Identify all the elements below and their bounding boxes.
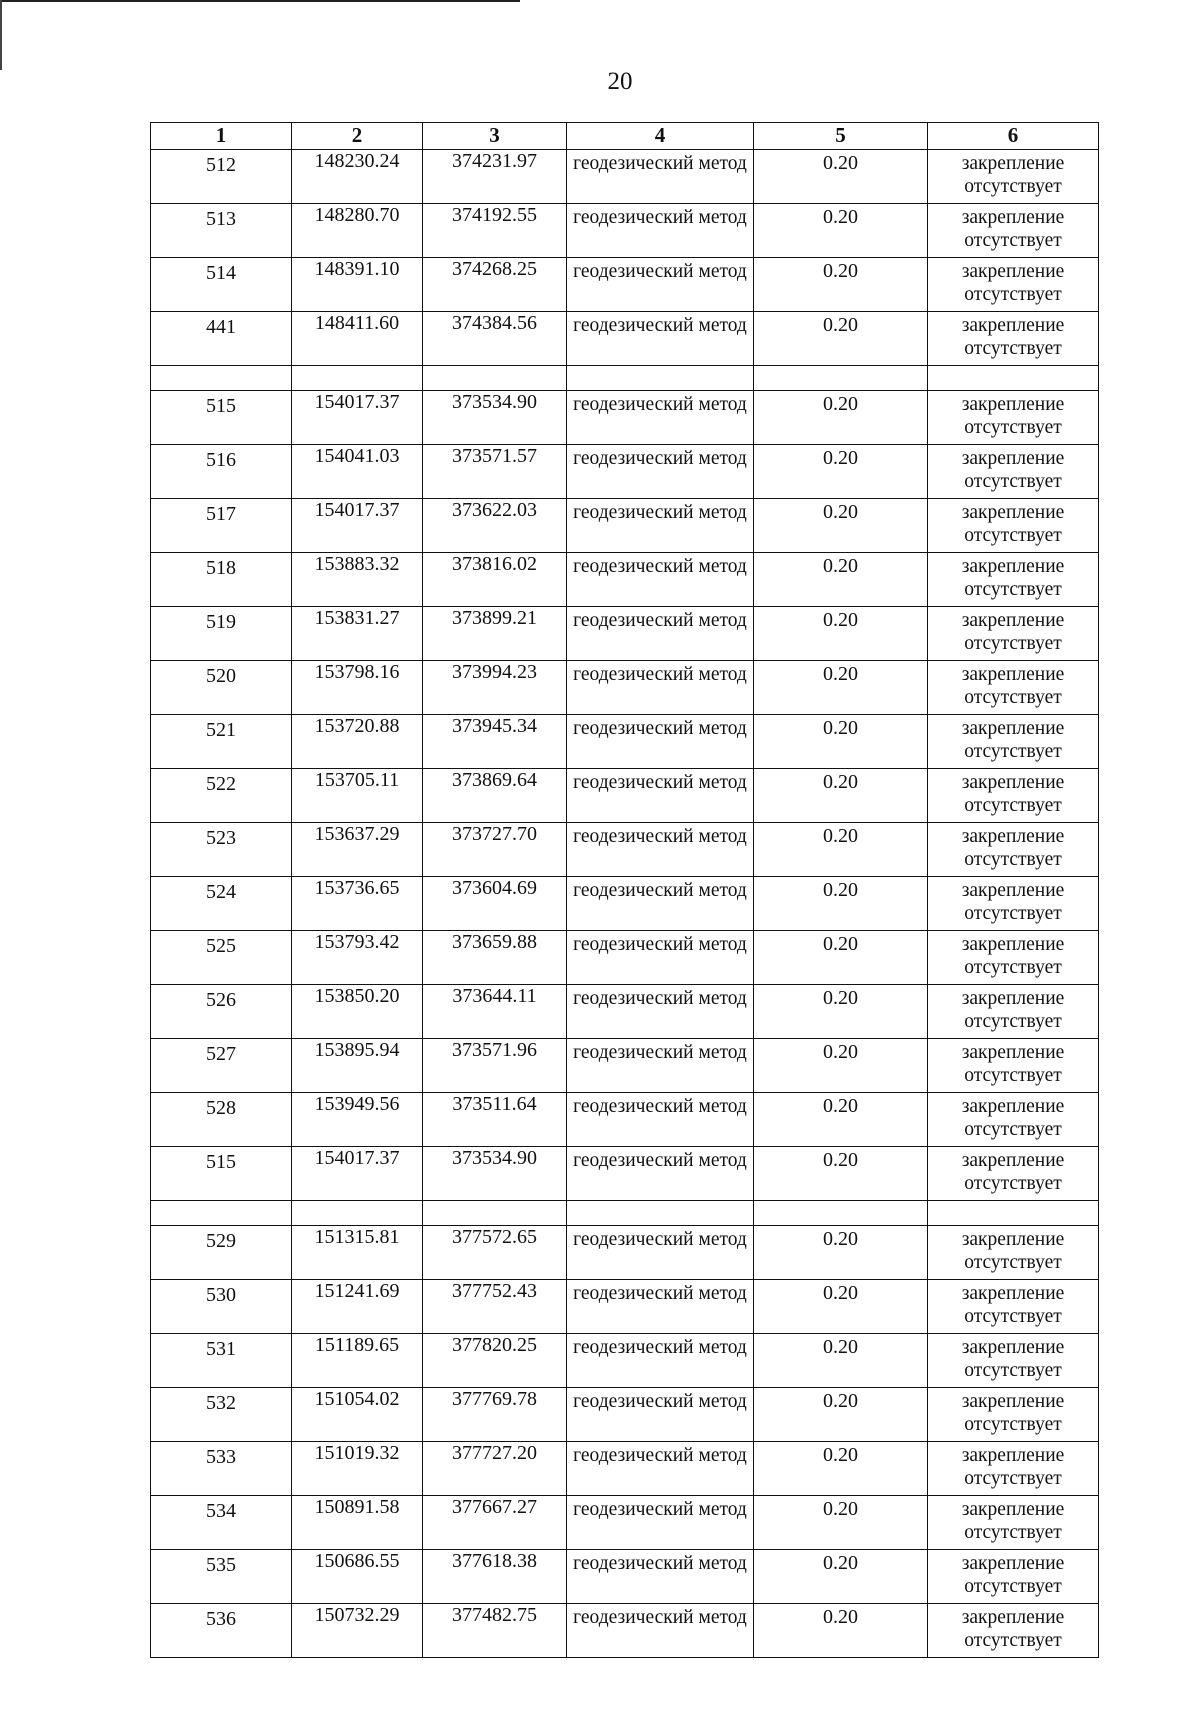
coord-x: 148411.60: [292, 312, 423, 366]
point-number: 517: [151, 499, 292, 553]
fixing-cell: закрепление отсутствует: [928, 1496, 1099, 1550]
spacer-cell: [928, 1201, 1099, 1226]
method-cell: геодезический метод: [567, 204, 754, 258]
accuracy-cell: 0.20: [754, 204, 928, 258]
method-cell: геодезический метод: [567, 1604, 754, 1658]
coord-y: 373534.90: [423, 1147, 567, 1201]
coord-y: 377727.20: [423, 1442, 567, 1496]
accuracy-cell: 0.20: [754, 1388, 928, 1442]
accuracy-cell: 0.20: [754, 1093, 928, 1147]
accuracy-cell: 0.20: [754, 312, 928, 366]
coord-x: 154017.37: [292, 499, 423, 553]
coord-x: 153949.56: [292, 1093, 423, 1147]
coord-x: 153793.42: [292, 931, 423, 985]
accuracy-cell: 0.20: [754, 1147, 928, 1201]
header-col-4: 4: [567, 123, 754, 150]
fixing-cell: закрепление отсутствует: [928, 1280, 1099, 1334]
table-row: [151, 1280, 1099, 1334]
table-row: [151, 445, 1099, 499]
fixing-cell: закрепление отсутствует: [928, 1442, 1099, 1496]
method-cell: геодезический метод: [567, 715, 754, 769]
accuracy-cell: 0.20: [754, 258, 928, 312]
coord-y: 377618.38: [423, 1550, 567, 1604]
point-number: 535: [151, 1550, 292, 1604]
table-row: [151, 1550, 1099, 1604]
fixing-cell: закрепление отсутствует: [928, 1388, 1099, 1442]
method-cell: геодезический метод: [567, 661, 754, 715]
point-number: 515: [151, 391, 292, 445]
accuracy-cell: 0.20: [754, 150, 928, 204]
table-row: [151, 1147, 1099, 1201]
method-cell: геодезический метод: [567, 1280, 754, 1334]
coord-y: 374192.55: [423, 204, 567, 258]
coord-x: 154017.37: [292, 1147, 423, 1201]
fixing-cell: закрепление отсутствует: [928, 661, 1099, 715]
method-cell: геодезический метод: [567, 877, 754, 931]
coord-y: 377667.27: [423, 1496, 567, 1550]
coord-x: 153705.11: [292, 769, 423, 823]
spacer-row: [151, 366, 1099, 391]
coord-x: 153895.94: [292, 1039, 423, 1093]
point-number: 514: [151, 258, 292, 312]
fixing-cell: закрепление отсутствует: [928, 1039, 1099, 1093]
accuracy-cell: 0.20: [754, 499, 928, 553]
point-number: 531: [151, 1334, 292, 1388]
table-row: [151, 661, 1099, 715]
fixing-cell: закрепление отсутствует: [928, 445, 1099, 499]
header-row: [151, 123, 1099, 150]
header-col-5: 5: [754, 123, 928, 150]
table-row: [151, 553, 1099, 607]
accuracy-cell: 0.20: [754, 931, 928, 985]
fixing-cell: закрепление отсутствует: [928, 931, 1099, 985]
table-row: [151, 1334, 1099, 1388]
spacer-row: [151, 1201, 1099, 1226]
method-cell: геодезический метод: [567, 607, 754, 661]
table-row: [151, 258, 1099, 312]
fixing-cell: закрепление отсутствует: [928, 1550, 1099, 1604]
point-number: 529: [151, 1226, 292, 1280]
header-col-3: 3: [423, 123, 567, 150]
fixing-cell: закрепление отсутствует: [928, 391, 1099, 445]
accuracy-cell: 0.20: [754, 1226, 928, 1280]
spacer-cell: [423, 1201, 567, 1226]
coord-y: 373604.69: [423, 877, 567, 931]
coord-y: 373644.11: [423, 985, 567, 1039]
fixing-cell: закрепление отсутствует: [928, 150, 1099, 204]
spacer-cell: [151, 366, 292, 391]
method-cell: геодезический метод: [567, 1496, 754, 1550]
coord-y: 373727.70: [423, 823, 567, 877]
method-cell: геодезический метод: [567, 499, 754, 553]
point-number: 512: [151, 150, 292, 204]
table-body: [151, 150, 1099, 1658]
coord-x: 150891.58: [292, 1496, 423, 1550]
spacer-cell: [754, 1201, 928, 1226]
header-col-2: 2: [292, 123, 423, 150]
method-cell: геодезический метод: [567, 1039, 754, 1093]
coord-x: 151054.02: [292, 1388, 423, 1442]
coord-x: 151241.69: [292, 1280, 423, 1334]
method-cell: геодезический метод: [567, 1093, 754, 1147]
coord-y: 373571.96: [423, 1039, 567, 1093]
coord-y: 373659.88: [423, 931, 567, 985]
coord-x: 150686.55: [292, 1550, 423, 1604]
fixing-cell: закрепление отсутствует: [928, 204, 1099, 258]
coord-x: 154041.03: [292, 445, 423, 499]
point-number: 526: [151, 985, 292, 1039]
table-row: [151, 391, 1099, 445]
page-number: 20: [607, 68, 633, 95]
fixing-cell: закрепление отсутствует: [928, 877, 1099, 931]
coord-x: 153831.27: [292, 607, 423, 661]
coord-y: 377769.78: [423, 1388, 567, 1442]
method-cell: геодезический метод: [567, 553, 754, 607]
coord-x: 153850.20: [292, 985, 423, 1039]
coord-x: 151189.65: [292, 1334, 423, 1388]
point-number: 513: [151, 204, 292, 258]
table-row: [151, 1442, 1099, 1496]
coord-y: 377752.43: [423, 1280, 567, 1334]
fixing-cell: закрепление отсутствует: [928, 769, 1099, 823]
method-cell: геодезический метод: [567, 1388, 754, 1442]
method-cell: геодезический метод: [567, 823, 754, 877]
method-cell: геодезический метод: [567, 769, 754, 823]
point-number: 530: [151, 1280, 292, 1334]
coord-x: 153798.16: [292, 661, 423, 715]
point-number: 441: [151, 312, 292, 366]
accuracy-cell: 0.20: [754, 1496, 928, 1550]
point-number: 532: [151, 1388, 292, 1442]
table-row: [151, 607, 1099, 661]
coord-y: 374231.97: [423, 150, 567, 204]
coord-x: 148230.24: [292, 150, 423, 204]
fixing-cell: закрепление отсутствует: [928, 1147, 1099, 1201]
coord-y: 373869.64: [423, 769, 567, 823]
coord-y: 374268.25: [423, 258, 567, 312]
table-row: [151, 1604, 1099, 1658]
table-row: [151, 1039, 1099, 1093]
coord-y: 374384.56: [423, 312, 567, 366]
spacer-cell: [292, 1201, 423, 1226]
fixing-cell: закрепление отсутствует: [928, 1226, 1099, 1280]
accuracy-cell: 0.20: [754, 445, 928, 499]
accuracy-cell: 0.20: [754, 553, 928, 607]
coord-x: 150732.29: [292, 1604, 423, 1658]
coord-y: 377482.75: [423, 1604, 567, 1658]
accuracy-cell: 0.20: [754, 715, 928, 769]
method-cell: геодезический метод: [567, 931, 754, 985]
coord-x: 151019.32: [292, 1442, 423, 1496]
point-number: 520: [151, 661, 292, 715]
fixing-cell: закрепление отсутствует: [928, 553, 1099, 607]
header-col-6: 6: [928, 123, 1099, 150]
coord-x: 154017.37: [292, 391, 423, 445]
point-number: 536: [151, 1604, 292, 1658]
coord-y: 377572.65: [423, 1226, 567, 1280]
accuracy-cell: 0.20: [754, 1280, 928, 1334]
table-row: [151, 1093, 1099, 1147]
coord-x: 153637.29: [292, 823, 423, 877]
table-row: [151, 931, 1099, 985]
accuracy-cell: 0.20: [754, 877, 928, 931]
coord-x: 153720.88: [292, 715, 423, 769]
method-cell: геодезический метод: [567, 1442, 754, 1496]
fixing-cell: закрепление отсутствует: [928, 607, 1099, 661]
point-number: 516: [151, 445, 292, 499]
fixing-cell: закрепление отсутствует: [928, 823, 1099, 877]
point-number: 525: [151, 931, 292, 985]
coord-y: 373816.02: [423, 553, 567, 607]
method-cell: геодезический метод: [567, 1147, 754, 1201]
scan-left-edge: [0, 0, 2, 70]
spacer-cell: [928, 366, 1099, 391]
method-cell: геодезический метод: [567, 1226, 754, 1280]
coord-x: 151315.81: [292, 1226, 423, 1280]
table-row: [151, 499, 1099, 553]
fixing-cell: закрепление отсутствует: [928, 1093, 1099, 1147]
accuracy-cell: 0.20: [754, 769, 928, 823]
table-row: [151, 715, 1099, 769]
spacer-cell: [292, 366, 423, 391]
method-cell: геодезический метод: [567, 1334, 754, 1388]
point-number: 534: [151, 1496, 292, 1550]
point-number: 528: [151, 1093, 292, 1147]
table-row: [151, 985, 1099, 1039]
accuracy-cell: 0.20: [754, 823, 928, 877]
point-number: 523: [151, 823, 292, 877]
coord-y: 377820.25: [423, 1334, 567, 1388]
method-cell: геодезический метод: [567, 391, 754, 445]
coord-x: 148391.10: [292, 258, 423, 312]
point-number: 533: [151, 1442, 292, 1496]
accuracy-cell: 0.20: [754, 1442, 928, 1496]
point-number: 527: [151, 1039, 292, 1093]
point-number: 522: [151, 769, 292, 823]
spacer-cell: [567, 1201, 754, 1226]
accuracy-cell: 0.20: [754, 1039, 928, 1093]
accuracy-cell: 0.20: [754, 661, 928, 715]
table-row: [151, 312, 1099, 366]
accuracy-cell: 0.20: [754, 985, 928, 1039]
table-row: [151, 204, 1099, 258]
method-cell: геодезический метод: [567, 258, 754, 312]
scan-top-rule: [0, 0, 520, 2]
fixing-cell: закрепление отсутствует: [928, 1604, 1099, 1658]
spacer-cell: [754, 366, 928, 391]
accuracy-cell: 0.20: [754, 391, 928, 445]
spacer-cell: [151, 1201, 292, 1226]
table-header: [151, 123, 1099, 150]
fixing-cell: закрепление отсутствует: [928, 985, 1099, 1039]
coord-y: 373571.57: [423, 445, 567, 499]
table-row: [151, 1496, 1099, 1550]
spacer-cell: [567, 366, 754, 391]
coord-x: 153883.32: [292, 553, 423, 607]
header-col-1: 1: [151, 123, 292, 150]
method-cell: геодезический метод: [567, 445, 754, 499]
point-number: 518: [151, 553, 292, 607]
coord-y: 373945.34: [423, 715, 567, 769]
fixing-cell: закрепление отсутствует: [928, 312, 1099, 366]
coordinates-table: [150, 122, 1099, 1658]
table-row: [151, 150, 1099, 204]
coord-y: 373511.64: [423, 1093, 567, 1147]
table-row: [151, 877, 1099, 931]
method-cell: геодезический метод: [567, 985, 754, 1039]
coord-x: 148280.70: [292, 204, 423, 258]
coord-y: 373622.03: [423, 499, 567, 553]
accuracy-cell: 0.20: [754, 1550, 928, 1604]
table-row: [151, 823, 1099, 877]
fixing-cell: закрепление отсутствует: [928, 715, 1099, 769]
accuracy-cell: 0.20: [754, 1604, 928, 1658]
coord-y: 373994.23: [423, 661, 567, 715]
coord-y: 373534.90: [423, 391, 567, 445]
table-row: [151, 1388, 1099, 1442]
method-cell: геодезический метод: [567, 1550, 754, 1604]
coord-x: 153736.65: [292, 877, 423, 931]
point-number: 524: [151, 877, 292, 931]
table-row: [151, 769, 1099, 823]
accuracy-cell: 0.20: [754, 1334, 928, 1388]
table-row: [151, 1226, 1099, 1280]
accuracy-cell: 0.20: [754, 607, 928, 661]
method-cell: геодезический метод: [567, 312, 754, 366]
fixing-cell: закрепление отсутствует: [928, 1334, 1099, 1388]
fixing-cell: закрепление отсутствует: [928, 499, 1099, 553]
point-number: 519: [151, 607, 292, 661]
spacer-cell: [423, 366, 567, 391]
point-number: 515: [151, 1147, 292, 1201]
coord-y: 373899.21: [423, 607, 567, 661]
fixing-cell: закрепление отсутствует: [928, 258, 1099, 312]
method-cell: геодезический метод: [567, 150, 754, 204]
point-number: 521: [151, 715, 292, 769]
